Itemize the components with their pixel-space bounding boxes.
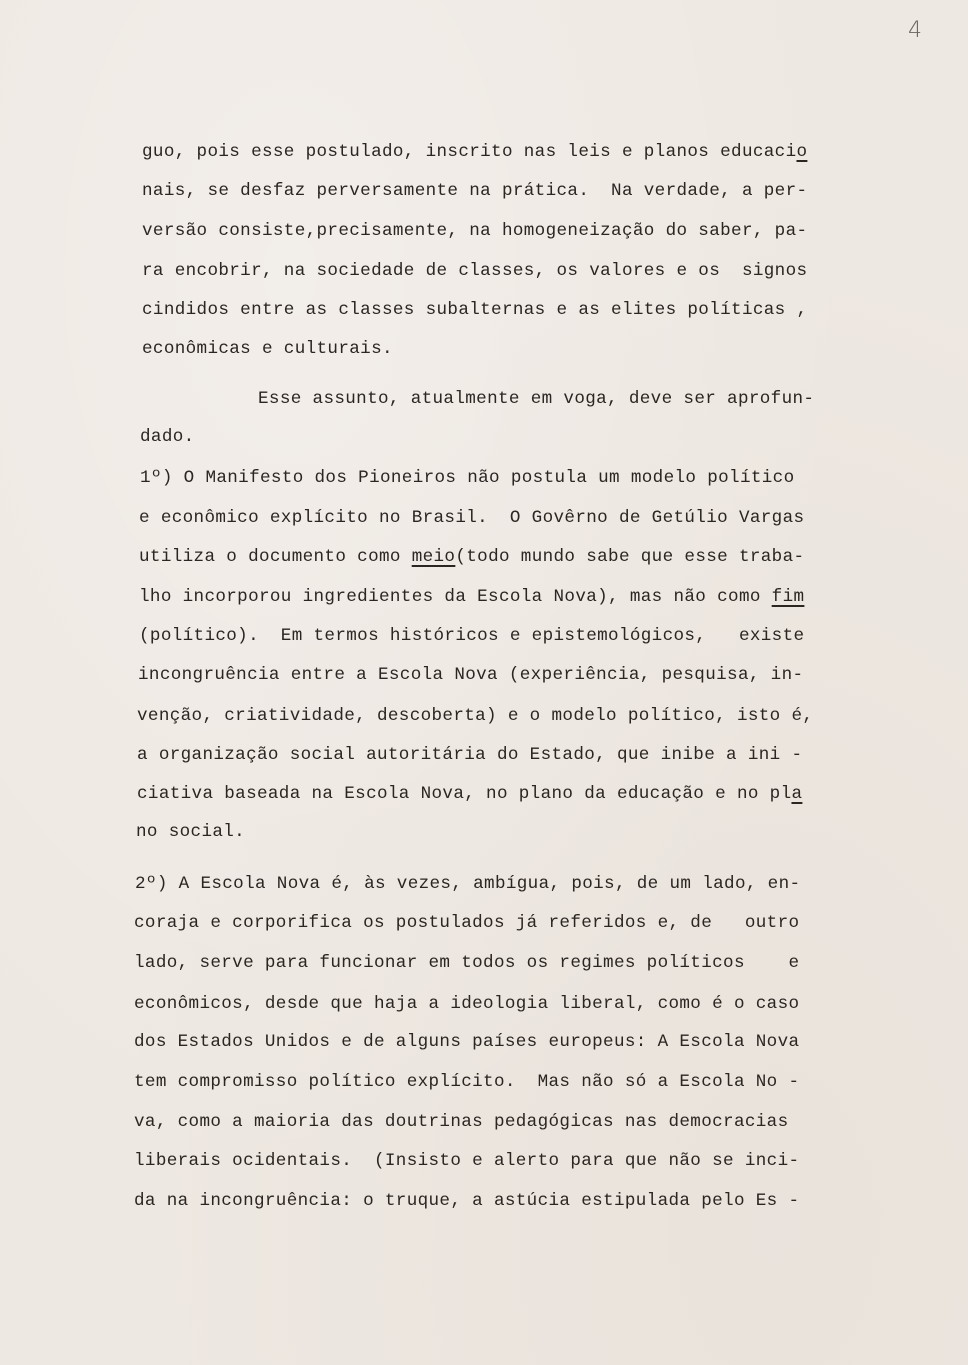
text-line — [139, 625, 804, 647]
text-segment: 1º) O Manifesto dos Pioneiros não postula um modelo político — [140, 468, 795, 488]
text-line — [134, 1031, 799, 1053]
text-segment: econômicas e culturais. — [142, 339, 393, 359]
text-segment: dos Estados Unidos e de alguns países europeus: A Escola Nova — [134, 1032, 800, 1052]
text-segment: 2º) A Escola Nova é, às vezes, ambígua, pois, de um lado, en- — [135, 874, 801, 894]
underlined-text: a — [791, 784, 803, 804]
text-line — [134, 1190, 799, 1212]
text-line — [134, 952, 799, 974]
text-line — [142, 338, 393, 360]
underlined-text: o — [796, 142, 808, 162]
text-line — [139, 586, 804, 608]
text-segment: liberais ocidentais. (Insisto e alerto para que não se inci- — [134, 1151, 800, 1171]
text-segment: dado. — [140, 427, 195, 447]
text-segment: (político). Em termos históricos e epistemológicos, existe — [139, 626, 805, 646]
text-line — [134, 1150, 799, 1172]
text-segment: da na incongruência: o truque, a astúcia estipulada pelo Es - — [134, 1191, 800, 1211]
text-line — [140, 426, 195, 448]
text-line — [142, 220, 807, 242]
text-segment: Esse assunto, atualmente em voga, deve ser aprofun- — [258, 389, 815, 409]
text-line — [142, 260, 807, 282]
text-segment: cindidos entre as classes subalternas e as elites políticas , — [142, 300, 808, 320]
text-line — [137, 744, 802, 766]
text-line — [138, 664, 803, 686]
text-line — [135, 873, 800, 895]
text-line — [142, 141, 807, 163]
text-line — [134, 1111, 788, 1133]
text-line — [139, 546, 804, 568]
text-line — [142, 299, 807, 321]
text-segment: coraja e corporifica os postulados já referidos e, de outro — [134, 913, 800, 933]
text-segment: econômicos, desde que haja a ideologia liberal, como é o caso — [134, 994, 800, 1014]
text-segment: va, como a maioria das doutrinas pedagógicas nas democracias — [134, 1112, 789, 1132]
text-segment: lho incorporou ingredientes da Escola Nova), mas não como — [139, 587, 772, 607]
text-segment: venção, criatividade, descoberta) e o modelo político, isto é, — [137, 706, 814, 726]
text-segment: lado, serve para funcionar em todos os regimes políticos e — [134, 953, 800, 973]
text-segment: incongruência entre a Escola Nova (experiência, pesquisa, in- — [138, 665, 804, 685]
text-segment: no social. — [136, 822, 246, 842]
text-line — [134, 912, 799, 934]
text-segment: (todo mundo sabe que esse traba- — [455, 547, 805, 567]
text-line — [134, 1071, 799, 1093]
text-segment: guo, pois esse postulado, inscrito nas leis e planos educaci — [142, 142, 797, 162]
text-line — [137, 705, 813, 727]
text-line — [140, 467, 794, 489]
text-segment: e econômico explícito no Brasil. O Govêrno de Getúlio Vargas — [139, 508, 805, 528]
text-segment: ra encobrir, na sociedade de classes, os valores e os signos — [142, 261, 808, 281]
text-line — [142, 180, 807, 202]
text-line — [258, 388, 814, 410]
text-segment: ciativa baseada na Escola Nova, no plano da educação e no pl — [137, 784, 792, 804]
text-segment: utiliza o documento como — [139, 547, 412, 567]
text-segment: a organização social autoritária do Estado, que inibe a ini - — [137, 745, 803, 765]
text-segment: tem compromisso político explícito. Mas não só a Escola No - — [134, 1072, 800, 1092]
text-line — [137, 783, 802, 805]
page-number: 4 — [908, 18, 922, 43]
text-line — [134, 993, 799, 1015]
underlined-text: meio — [411, 547, 456, 567]
underlined-text: fim — [771, 587, 805, 607]
text-line — [136, 821, 245, 843]
text-segment: versão consiste,precisamente, na homogeneização do saber, pa- — [142, 221, 808, 241]
text-line — [139, 507, 804, 529]
text-segment: nais, se desfaz perversamente na prática. Na verdade, a per- — [142, 181, 808, 201]
